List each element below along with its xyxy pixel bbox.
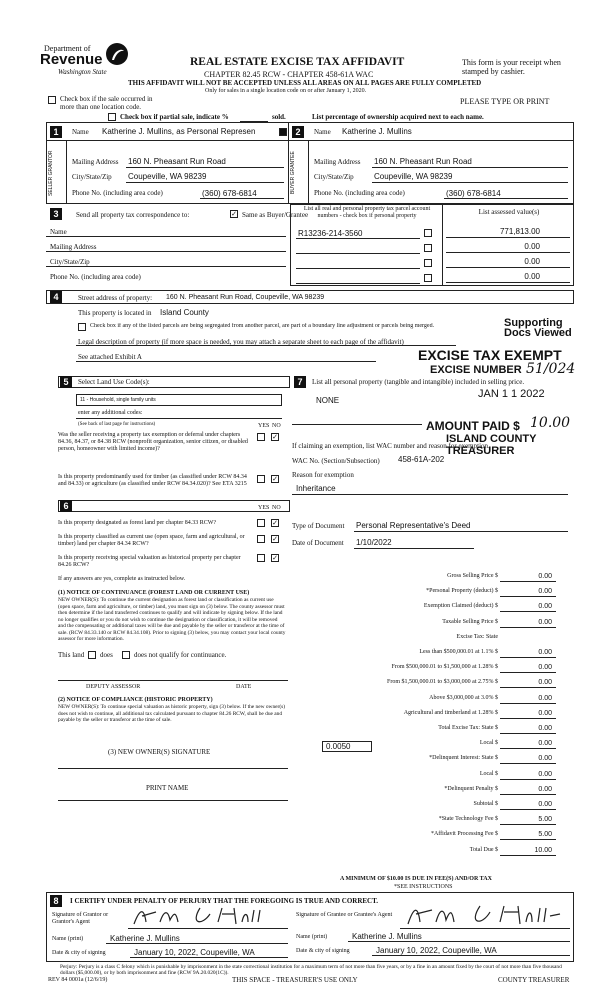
grantee-signature[interactable] [404,902,564,928]
send-correspondence-label: Send all property tax correspondence to: [76,211,190,219]
s6-question-1: Is this property designated as forest land per chapter 84.33 RCW? [58,520,217,526]
tax-row-value[interactable]: 0.00 [538,573,552,580]
assessed-value-4[interactable]: 0.00 [524,272,540,281]
tax-row-label: From $1,500,000.01 to $3,000,000 at 2.75% $ [387,679,498,685]
claim-exemption-label: If claiming an exemption, list WAC number and reason for exemption. [292,442,490,450]
s5-question-1: Was the seller receiving a property tax exemption or deferral under chapters 84.36, 84.37, or 84.38 RCW (nonprofit organization, senior citizen, or disabled person, homeowner with limited income)? [58,432,248,452]
washington-state-label: Washington State [58,68,107,76]
street-address-field[interactable]: 160 N. Pheasant Run Road, Coupeville, WA 98239 [166,294,325,301]
legal-description-label: Legal description of property (if more space is needed, you may attach a separate sheet to each page of the affidavit) [78,338,404,346]
excise-number-handwritten: 51/024 [526,361,576,377]
tax-row-value[interactable]: 0.00 [538,725,552,732]
form-chapter: CHAPTER 82.45 RCW - CHAPTER 458-61A WAC [204,70,374,79]
certify-statement: I CERTIFY UNDER PENALTY OF PERJURY THAT THE FOREGOING IS TRUE AND CORRECT. [70,897,379,905]
amount-paid-label: AMOUNT PAID $ [426,419,520,433]
multi-location-label: Check box if the sale occurred in more than one location code. [60,95,153,111]
corr-address-label: Mailing Address [50,243,97,251]
corr-name-label: Name [50,228,67,236]
new-owner-signature-label: (3) NEW OWNER(S) SIGNATURE [108,748,211,756]
tax-row-label: Gross Selling Price $ [447,573,498,579]
date-stamp: JAN 1 1 2022 [478,388,545,400]
parcel-number-1[interactable]: R13236-214-3560 [298,229,363,238]
corr-city-label: City/State/Zip [50,258,90,266]
land-use-label: Select Land Use Code(s): [78,378,150,386]
tax-row-label: Less than $500,000.01 at 1.1% $ [419,649,498,655]
section-8-number: 8 [50,895,62,907]
s5-yes-label: YES [258,423,270,429]
tax-row-value[interactable]: 5.00 [538,816,552,823]
section-6-number: 6 [60,500,72,512]
parcel-2-checkbox[interactable] [424,244,432,252]
tax-row-value[interactable]: 0.00 [538,786,552,793]
tax-row-label: *Affidavit Processing Fee $ [430,831,498,837]
grantee-name-label: Name (print) [296,934,328,940]
grantor-date-label: Date & city of signing [52,950,106,956]
tax-row-label: *Personal Property (deduct) $ [426,588,498,594]
notice-continuance-title: (1) NOTICE OF CONTINUANCE (FOREST LAND OR CURRENT USE) [58,590,250,596]
tax-row-label: Exemption Claimed (deduct) $ [423,603,498,609]
additional-codes-label: enter any additional codes: [78,410,143,416]
assessed-value-3[interactable]: 0.00 [524,257,540,266]
see-instructions-note: *SEE INSTRUCTIONS [394,884,453,890]
tax-row-value[interactable]: 10.00 [534,847,552,854]
treasurer-use-only: THIS SPACE - TREASURER'S USE ONLY [232,976,358,984]
minimum-due-note: A MINIMUM OF $10.00 IS DUE IN FEE(S) AND/OR TAX [340,876,492,882]
personal-property-label: List all personal property (tangible and intangible) included in selling price. [312,378,525,386]
same-as-buyer-label: Same as Buyer/Grantee [242,211,309,219]
s6-q2-no-checkbox[interactable]: ✓ [272,535,278,543]
s5-question-2: Is this property predominantly used for timber (as classified under RCW 84.34 and 84.33) or agriculture (as classified under RCW 84.34.020)? See ETA 3215 [58,474,247,487]
tax-row-label: Total Due $ [469,847,498,853]
street-address-label: Street address of property: [78,294,153,302]
land-does-checkbox[interactable] [88,651,96,659]
section-4-number: 4 [50,291,62,303]
tax-row-label: Subtotal $ [473,801,498,807]
seller-address-label: Mailing Address [72,158,119,166]
document-date-label: Date of Document [292,539,344,547]
docs-viewed-stamp: Docs Viewed [504,327,572,339]
buyer-address-label: Mailing Address [314,158,361,166]
form-warning: THIS AFFIDAVIT WILL NOT BE ACCEPTED UNLESS ALL AREAS ON ALL PAGES ARE FULLY COMPLETED [128,79,482,87]
tax-row-label: *Delinquent Penalty $ [444,786,498,792]
land-does-not-checkbox[interactable] [122,651,130,659]
excise-exempt-stamp: EXCISE TAX EXEMPT [418,347,562,363]
multi-location-checkbox[interactable] [48,96,56,104]
revenue-logo-icon [105,42,129,66]
percentage-note: List percentage of ownership acquired next to each name. [312,113,484,121]
tax-row-label: From $500,000.01 to $1,500,000 at 1.28% $ [391,664,498,670]
parcel-header: List all real and personal property tax parcel account numbers - check box if personal property [303,206,431,219]
seller-name-label: Name [72,128,89,136]
this-land-label: This land [58,651,85,659]
partial-sale-label: Check box if partial sale, indicate % [120,113,229,121]
s6-q3-no-checkbox[interactable]: ✓ [272,554,278,562]
excise-number-label: EXCISE NUMBER [430,364,522,376]
tax-row-value[interactable]: 0.00 [538,710,552,717]
s6-q2-yes-checkbox[interactable] [257,535,265,543]
form-title: REAL ESTATE EXCISE TAX AFFIDAVIT [190,56,405,68]
personal-property-field[interactable]: NONE [316,396,340,405]
grantor-name-label: Name (print) [52,936,84,942]
tax-row-label: Agricultural and timberland at 1.28% $ [403,710,498,716]
tax-row-label: Taxable Selling Price $ [442,619,498,625]
print-name-label: PRINT NAME [146,784,189,792]
treasurer-stamp: ISLAND COUNTY TREASURER [446,433,537,457]
see-attached-label: See attached Exhibit A [78,353,142,361]
grantee-date-label: Date & city of signing [296,948,350,954]
seller-address-field[interactable]: 160 N. Pheasant Run Road [128,157,226,166]
segregated-checkbox[interactable] [78,323,86,331]
notice-continuance-body: NEW OWNER(S): To continue the current designation as forest land or classification as current use (open space, farm and agriculture, or timber) land, you must sign on (3) below. The county assessor must then determine if the land transferred continues to qualify and will indicate by signing below. If the land no longer qualifies or you do not wish to continue the designation or classification, it will be removed and the compensating or additional taxes will be due and payable by the seller or transferor at the time of sale. (RCW 84.33.140 or RCW 84.34.108). Prior to signing (3) below, you may contact your local county assessor for more information. [58,597,286,642]
receipt-note: This form is your receipt when stamped by cashier. [462,58,561,76]
local-rate-field[interactable]: 0.0050 [326,742,351,751]
section-2-number: 2 [292,126,304,138]
same-as-buyer-checkbox[interactable]: ✓ [231,210,237,218]
seller-name-overflow-icon [279,128,287,136]
sold-label: sold. [272,113,286,121]
exemption-reason-label: Reason for exemption [292,471,354,479]
notice-compliance-body: NEW OWNER(S): To continue special valuation as historic property, sign (3) below. If the new owner(s) does not wish to continue, all additional tax calculated pursuant to chapter 84.26 RCW, shall be due and payable by the seller or transferor at the time of sale. [58,704,286,723]
buyer-phone-field[interactable]: (360) 678-6814 [446,189,501,198]
revenue-logo-text: Revenue [40,51,103,68]
tax-row-value[interactable]: 0.00 [538,755,552,762]
grantee-signature-label: Signature of Grantee or Grantee's Agent [296,912,393,918]
grantee-date-field[interactable]: January 10, 2022, Coupeville, WA [376,946,497,955]
assessor-date-label: DATE [236,684,252,690]
s5-q2-yes-checkbox[interactable] [257,475,265,483]
segregated-label: Check box if any of the listed parcels are being segregated from another parcel, are part of a boundary line adjustment or parcels being merged. [90,323,435,329]
buyer-address-field[interactable]: 160 N. Pheasant Run Road [374,157,472,166]
land-does-label: does [100,651,113,659]
seller-city-label: City/State/Zip [72,173,112,181]
seller-name-field[interactable]: Katherine J. Mullins, as Personal Represen [102,127,256,136]
s6-no-label: NO [272,505,281,511]
tax-row-label: Total Excise Tax: State $ [438,725,498,731]
assessed-header: List assessed value(s) [478,208,540,216]
section-3-number: 3 [50,208,62,220]
s5-q2-no-checkbox[interactable]: ✓ [272,475,278,483]
assessed-value-2[interactable]: 0.00 [524,242,540,251]
tax-row-label: Above $3,000,000 at 3.0% $ [429,695,498,701]
tax-row-label: Local $ [479,740,498,746]
section-1-number: 1 [50,126,62,138]
document-type-label: Type of Document [292,522,345,530]
s6-q3-yes-checkbox[interactable] [257,554,265,562]
tax-row-value[interactable]: 0.00 [538,664,552,671]
supporting-stamp: Supporting [504,317,563,329]
form-revision: REV 84 0001a (12/6/19) [48,977,108,983]
if-yes-note: If any answers are yes, complete as instructed below. [58,576,186,582]
type-or-print: PLEASE TYPE OR PRINT [460,97,550,106]
amount-paid-handwritten: 10.00 [530,415,571,431]
buyer-city-field[interactable]: Coupeville, WA 98239 [374,172,453,181]
deputy-assessor-label: DEPUTY ASSESSOR [86,684,141,690]
tax-row-value[interactable]: 0.00 [538,695,552,702]
notice-compliance-title: (2) NOTICE OF COMPLIANCE (HISTORIC PROPERTY) [58,697,213,703]
wac-number-label: WAC No. (Section/Subsection) [292,457,380,465]
s6-q1-yes-checkbox[interactable] [257,519,265,527]
section-5-number: 5 [60,376,72,388]
tax-row-value[interactable]: 5.00 [538,831,552,838]
parcel-3-checkbox[interactable] [424,259,432,267]
tax-row-value[interactable]: 0.00 [538,588,552,595]
tax-row-label: Excise Tax: State [456,634,498,640]
grantor-date-field[interactable]: January 10, 2022, Coupeville, WA [134,948,255,957]
parcel-4-checkbox[interactable] [424,274,432,282]
county-field[interactable]: Island County [160,308,209,317]
tax-row-value[interactable]: 0.00 [538,801,552,808]
section-6-header [58,500,290,512]
buyer-city-label: City/State/Zip [314,173,354,181]
tax-row-value[interactable]: 0.00 [538,649,552,656]
s5-q1-no-checkbox[interactable]: ✓ [272,433,278,441]
tax-row-value[interactable]: 0.00 [538,740,552,747]
grantor-name-field[interactable]: Katherine J. Mullins [110,934,180,943]
partial-sale-checkbox[interactable] [108,113,116,121]
exemption-reason-field[interactable]: Inheritance [296,484,336,493]
tax-row-value[interactable]: 0.00 [538,771,552,778]
buyer-name-label: Name [314,128,331,136]
seller-side-label: SELLER GRANTOR [48,150,54,196]
tax-row-label: *Delinquent Interest: State $ [429,755,498,761]
located-in-label: This property is located in [78,309,152,317]
s6-yes-label: YES [258,505,270,511]
county-treasurer-label: COUNTY TREASURER [498,976,570,984]
land-does-not-label: does not qualify for continuance. [134,651,227,659]
s6-q1-no-checkbox[interactable]: ✓ [272,519,278,527]
assessed-value-1[interactable]: 771,813.00 [499,227,540,236]
tax-row-label: *State Technology Fee $ [438,816,498,822]
grantor-signature-label: Signature of Grantor or Grantor's Agent [52,912,109,925]
s5-q1-yes-checkbox[interactable] [257,433,265,441]
wac-number-field[interactable]: 458-61A-202 [398,455,445,464]
s6-question-2: Is this property classified as current use (open space, farm and agricultural, or timber) land per chapter 84.34 RCW? [58,534,245,547]
seller-phone-label: Phone No. (including area code) [72,189,163,197]
see-back-note: (See back of last page for instructions) [78,422,156,427]
tax-row-label: Local $ [479,771,498,777]
tax-row-value[interactable]: 0.00 [538,603,552,610]
buyer-side-label: BUYER GRANTEE [290,151,296,195]
buyer-phone-label: Phone No. (including area code) [314,189,405,197]
grantee-name-field[interactable]: Katherine J. Mullins [352,932,422,941]
dept-of-label: Department of [44,44,91,53]
document-date-field[interactable]: 1/10/2022 [356,538,392,547]
land-use-field[interactable]: 11 - Household, single family units [80,397,156,403]
document-type-field[interactable]: Personal Representative's Deed [356,521,471,530]
grantor-signature[interactable] [130,904,270,928]
s6-question-3: Is this property receiving special valuation as historical property per chapter 84.26 RCW? [58,555,241,568]
form-date-note: Only for sales in a single location code on or after January 1, 2020. [205,88,367,94]
tax-row-value[interactable]: 0.00 [538,679,552,686]
s5-no-label: NO [272,423,281,429]
seller-city-field[interactable]: Coupeville, WA 98239 [128,172,207,181]
section-7-number: 7 [294,376,306,388]
perjury-notice: Perjury: Perjury is a class C felony which is punishable by imprisonment in the state correctional institution for a maximum term of not more than five years, or by a fine in an amount fixed by the court of not more than five thousand dollars ($5,000.00), or by both imprisonment and fine (RCW 9A.20.020(1C)). [60,964,562,977]
tax-row-value[interactable]: 0.00 [538,619,552,626]
buyer-name-field[interactable]: Katherine J. Mullins [342,127,412,136]
seller-phone-field[interactable]: (360) 678-6814 [202,189,257,198]
corr-phone-label: Phone No. (including area code) [50,273,141,281]
parcel-1-checkbox[interactable] [424,229,432,237]
